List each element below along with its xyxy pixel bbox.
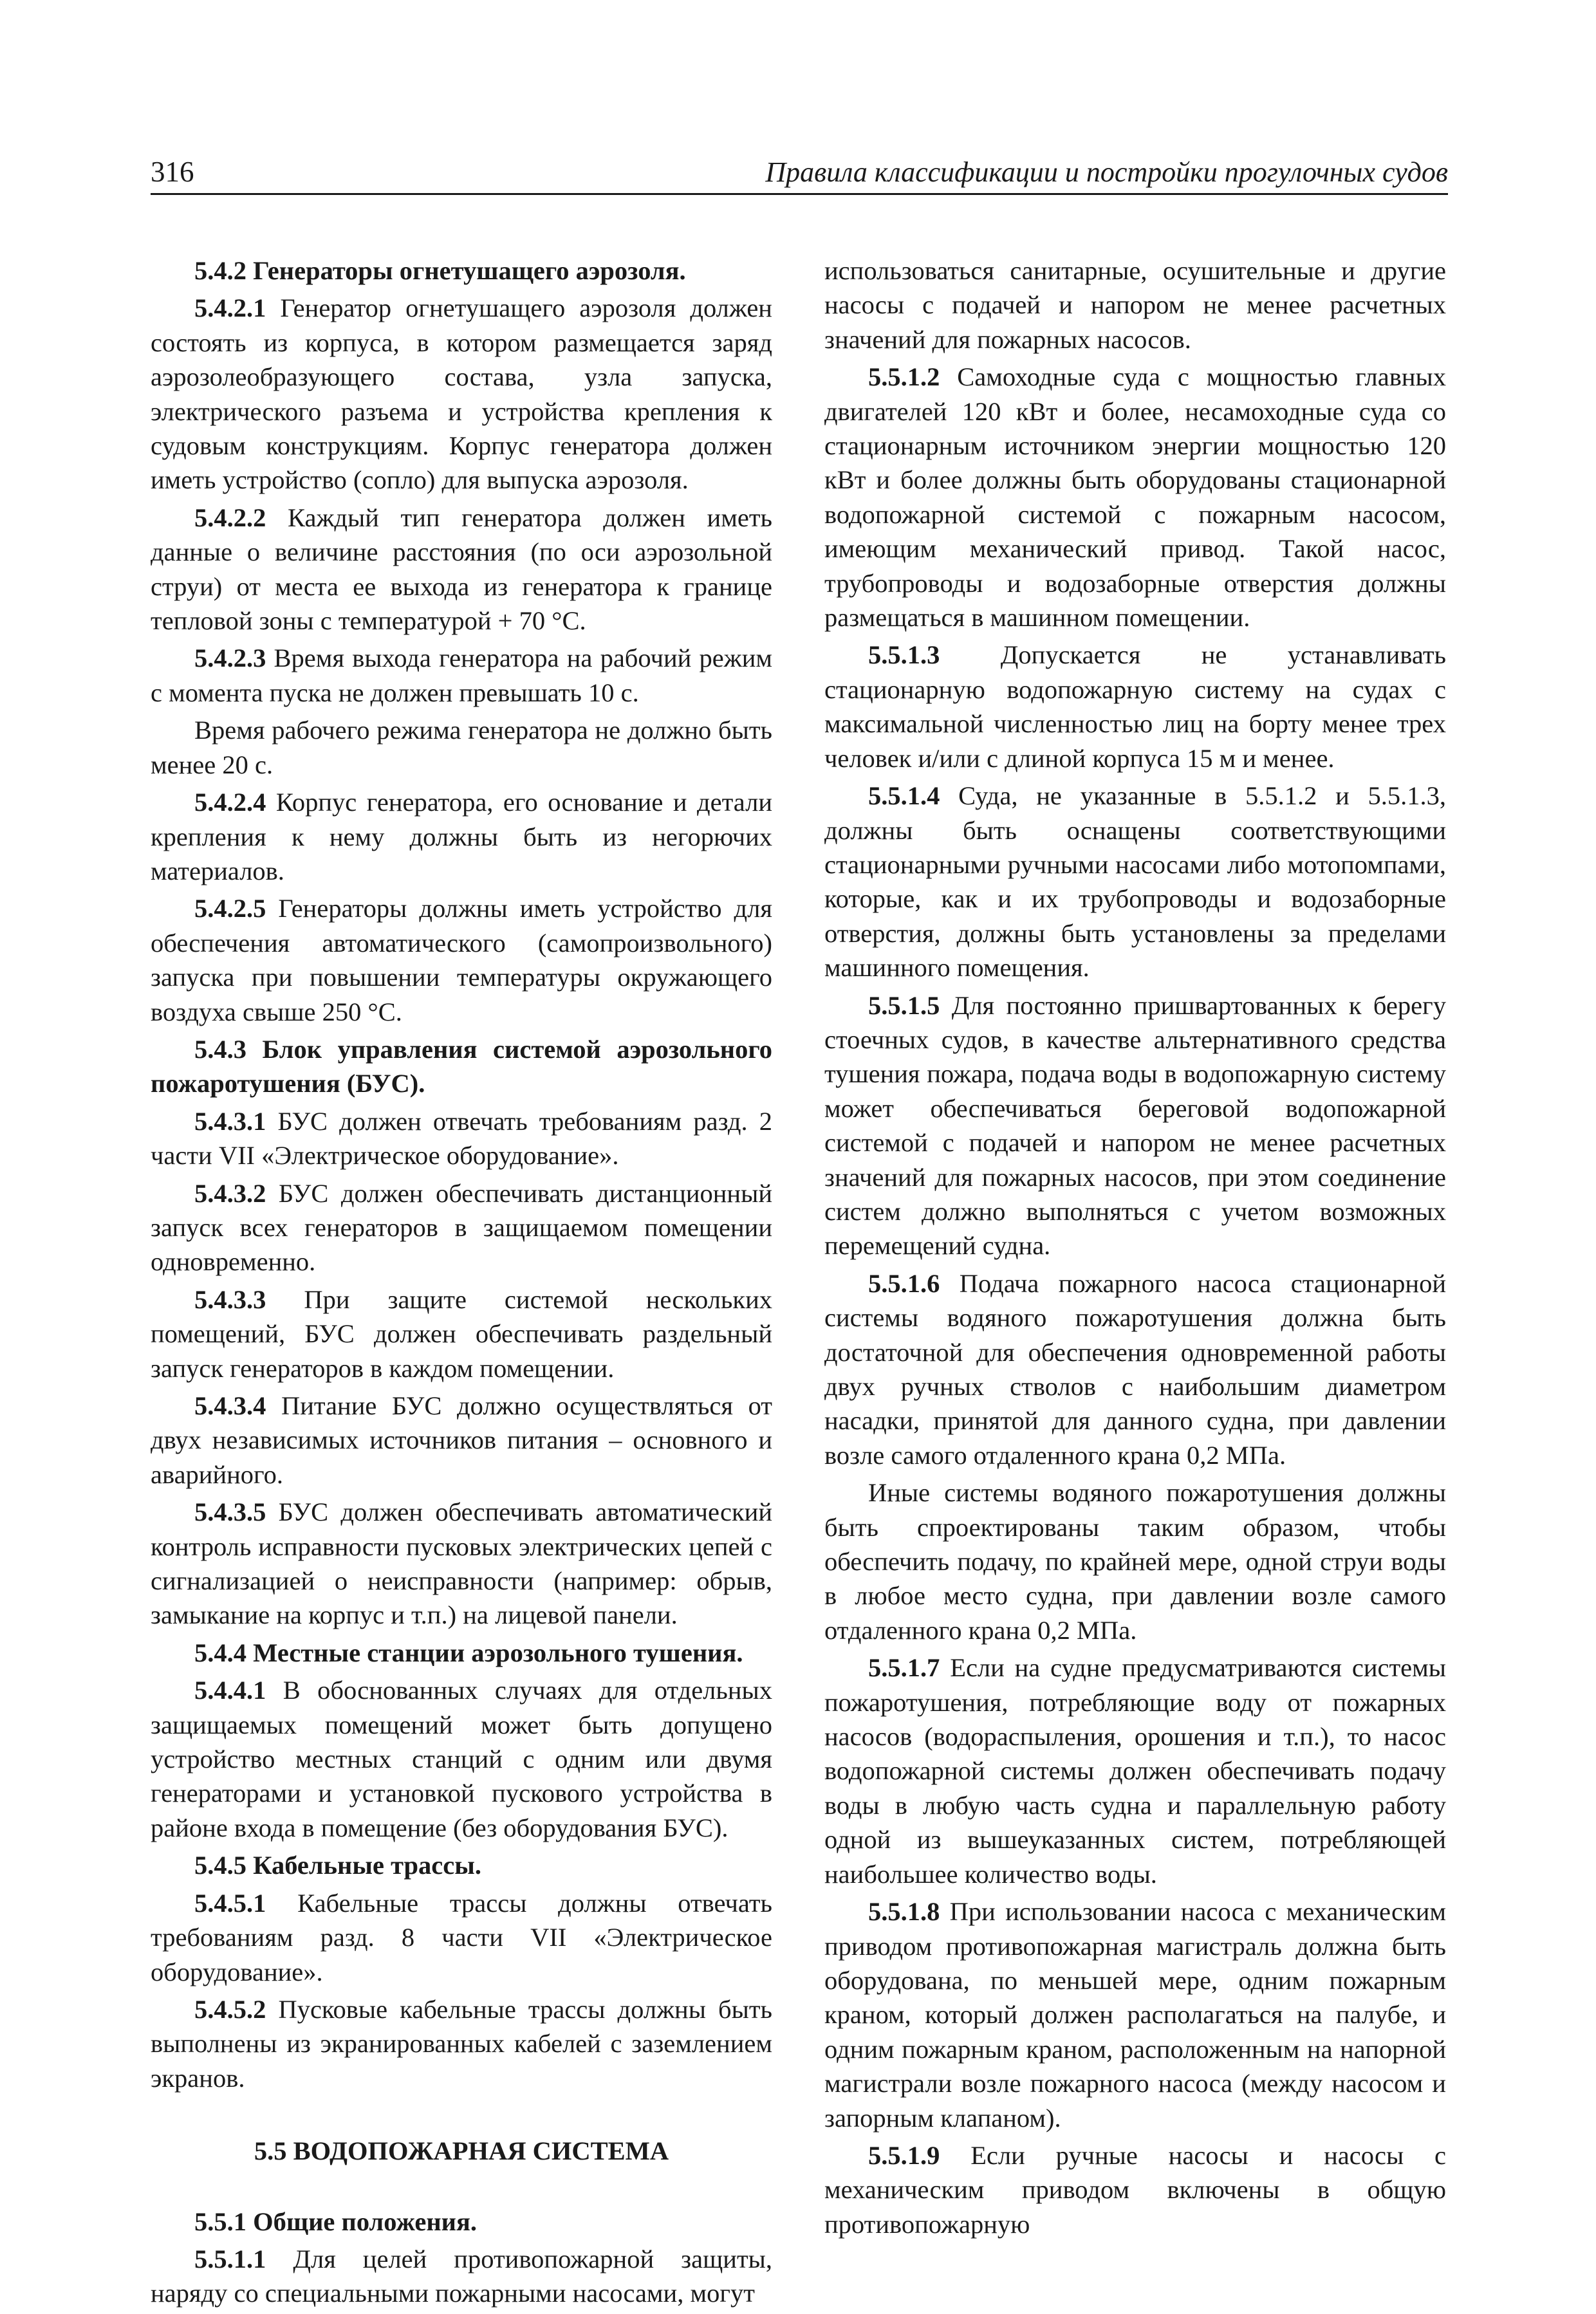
paragraph-text: Кабельные трассы должны отвечать требованиям разд. 8 части VII «Электрическое оборудование». bbox=[151, 1888, 772, 1986]
paragraph-number: 5.4.4.1 bbox=[194, 1676, 266, 1705]
paragraph-5-5-1-2 bbox=[824, 360, 1446, 634]
paragraph-5-5-1-1 bbox=[151, 2242, 772, 2311]
paragraph-number: 5.4.5.1 bbox=[194, 1888, 266, 1918]
paragraph-5-4-2-2 bbox=[151, 501, 772, 638]
paragraph-number: 5.4.3.3 bbox=[194, 1284, 266, 1314]
paragraph-5-4-2-1 bbox=[151, 291, 772, 497]
paragraph-number: 5.4.2.3 bbox=[194, 643, 266, 673]
paragraph-text: БУС должен обеспечивать дистанционный запуск всех генераторов в защищаемом помещении одновременно. bbox=[151, 1178, 772, 1277]
heading-5-4-4: 5.4.4 Местные станции аэрозольного тушения. bbox=[194, 1638, 743, 1667]
paragraph-number: 5.5.1.1 bbox=[194, 2244, 266, 2273]
paragraph-number: 5.5.1.8 bbox=[868, 1897, 940, 1927]
paragraph-text: Питание БУС должно осуществляться от двух независимых источников питания – основного и аварийного. bbox=[151, 1391, 772, 1489]
paragraph-number: 5.4.2.2 bbox=[194, 503, 266, 532]
paragraph-number: 5.4.2.4 bbox=[194, 788, 266, 817]
paragraph-5-4-3-4 bbox=[151, 1389, 772, 1492]
paragraph-5-5-1-9 bbox=[824, 2138, 1446, 2241]
paragraph-5-5-1-7 bbox=[824, 1651, 1446, 1891]
page-number: 316 bbox=[151, 156, 194, 188]
paragraph-continued: использоваться санитарные, осушительные и другие насосы с подачей и напором не менее расчетных значений для пожарных насосов. bbox=[824, 256, 1446, 354]
paragraph-number: 5.4.2.5 bbox=[194, 894, 266, 923]
paragraph-text: Допускается не устанавливать стационарную водопожарную систему на судах с максимальной численностью лиц на борту менее трех человек и/или с длиной корпуса 15 м и менее. bbox=[824, 640, 1446, 773]
running-header bbox=[151, 147, 1448, 195]
paragraph-text: Корпус генератора, его основание и детали крепления к нему должны быть из негорючих материалов. bbox=[151, 788, 772, 885]
paragraph-number: 5.5.1.7 bbox=[868, 1653, 940, 1683]
paragraph-text: В обоснованных случаях для отдельных защищаемых помещений может быть допущено устройство местных станций с одним или двумя генераторами и установкой пускового устройства в районе входа в помещение (без оборудования БУС). bbox=[151, 1676, 772, 1842]
paragraph-5-4-3-5 bbox=[151, 1495, 772, 1633]
paragraph-number: 5.5.1.3 bbox=[868, 640, 940, 670]
paragraph-number: 5.5.1.5 bbox=[868, 990, 940, 1020]
paragraph-5-5-1-8 bbox=[824, 1894, 1446, 2135]
paragraph-5-4-3-1 bbox=[151, 1104, 772, 1173]
paragraph-number: 5.5.1.6 bbox=[868, 1268, 940, 1298]
left-column bbox=[151, 254, 772, 2314]
paragraph-text: Каждый тип генератора должен иметь данные о величине расстояния (по оси аэрозольной струи) от места ее выхода из генератора к границе тепловой зоны с температурой + 70 °С. bbox=[151, 503, 772, 636]
paragraph-5-5-1-6-continued: Иные системы водяного пожаротушения должны быть спроектированы таким образом, чтобы обеспечить подачу, по крайней мере, одной струи воды в любое место судна, при давлении возле самого отдаленного крана 0,2 МПа. bbox=[824, 1478, 1446, 1645]
paragraph-text: При защите системой нескольких помещений, БУС должен обеспечивать раздельный запуск генераторов в каждом помещении. bbox=[151, 1284, 772, 1383]
paragraph-number: 5.4.2.1 bbox=[194, 293, 266, 323]
paragraph-5-4-5-2 bbox=[151, 1992, 772, 2095]
right-column bbox=[824, 254, 1446, 2245]
paragraph-text: Генераторы должны иметь устройство для обеспечения автоматического (самопроизвольного) запуска при повышении температуры окружающего воздуха свыше 250 °С. bbox=[151, 894, 772, 1026]
paragraph-text: Самоходные суда с мощностью главных двигателей 120 кВт и более, несамоходные суда со стационарным источником энергии мощностью 120 кВт и более должны быть оборудованы стационарной водопожарной системой с пожарным насосом, имеющим механический привод. Такой насос, трубопроводы и водозаборные отверстия должны размещаться в машинном помещении. bbox=[824, 362, 1446, 633]
paragraph-text: Для постоянно пришвартованных к берегу стоечных судов, в качестве альтернативного средства тушения пожара, подача воды в водопожарную систему может обеспечиваться береговой водопожарной системой с подачей и напором не менее расчетных значений для пожарных насосов, при этом соединение систем должно выполняться с учетом возможных перемещений судна. bbox=[824, 990, 1446, 1261]
heading-5-4-5: 5.4.5 Кабельные трассы. bbox=[194, 1851, 481, 1880]
running-title: Правила классификации и постройки прогулочных судов bbox=[765, 156, 1448, 188]
paragraph-text: При использовании насоса с механическим приводом противопожарная магистраль должна быть оборудована, по меньшей мере, одним пожарным краном, который должен располагаться на палубе, и одним пожарным краном, расположенным на напорной магистрали возле пожарного насоса (между насосом и запорным клапаном). bbox=[824, 1897, 1446, 2133]
paragraph-text: Время выхода генератора на рабочий режим с момента пуска не должен превышать 10 с. bbox=[151, 643, 772, 707]
paragraph-text: Подача пожарного насоса стационарной системы водяного пожаротушения должна быть достаточной для обеспечения одновременной работы двух ручных стволов с наибольшим диаметром насадки, принятой для данного судна, при давлении возле самого отдаленного крана 0,2 МПа. bbox=[824, 1268, 1446, 1470]
paragraph-number: 5.4.5.2 bbox=[194, 1994, 266, 2024]
paragraph-number: 5.5.1.9 bbox=[868, 2140, 940, 2170]
paragraph-text: Генератор огнетушащего аэрозоля должен состоять из корпуса, в котором размещается заряд аэрозолеобразующего состава, узла запуска, электрического разъема и устройства крепления к судовым конструкциям. Корпус генератора должен иметь устройство (сопло) для выпуска аэрозоля. bbox=[151, 293, 772, 495]
paragraph-number: 5.5.1.4 bbox=[868, 781, 940, 811]
paragraph-number: 5.4.3.1 bbox=[194, 1106, 266, 1136]
heading-5-4-3: 5.4.3 Блок управления системой аэрозольного пожаротушения (БУС). bbox=[151, 1034, 772, 1098]
paragraph-5-5-1-4 bbox=[824, 779, 1446, 985]
paragraph-5-4-3-2 bbox=[151, 1176, 772, 1279]
paragraph-5-4-2-3-continued: Время рабочего режима генератора не должно быть менее 20 с. bbox=[151, 716, 772, 779]
paragraph-5-5-1-6 bbox=[824, 1266, 1446, 1472]
paragraph-5-4-2-5 bbox=[151, 891, 772, 1029]
paragraph-text: БУС должен обеспечивать автоматический контроль исправности пусковых электрических цепей с сигнализацией о неисправности (например: обрыв, замыкание на корпус и т.п.) на лицевой панели. bbox=[151, 1497, 772, 1630]
paragraph-text: БУС должен отвечать требованиям разд. 2 части VII «Электрическое оборудование». bbox=[151, 1106, 772, 1171]
paragraph-number: 5.4.3.4 bbox=[194, 1391, 266, 1420]
paragraph-number: 5.4.3.2 bbox=[194, 1178, 266, 1208]
paragraph-text: Пусковые кабельные трассы должны быть выполнены из экранированных кабелей с заземлением экранов. bbox=[151, 1994, 772, 2093]
heading-5-4-2: 5.4.2 Генераторы огнетушащего аэрозоля. bbox=[194, 256, 686, 285]
paragraph-text: Для целей противопожарной защиты, наряду со специальными пожарными насосами, могут bbox=[151, 2244, 772, 2308]
paragraph-5-4-2-4 bbox=[151, 785, 772, 888]
paragraph-number: 5.5.1.2 bbox=[868, 362, 940, 392]
paragraph-text: Если ручные насосы и насосы с механическим приводом включены в общую противопожарную bbox=[824, 2140, 1446, 2239]
paragraph-5-4-5-1 bbox=[151, 1886, 772, 1989]
heading-5-5-1: 5.5.1 Общие положения. bbox=[194, 2207, 478, 2236]
section-title-5-5: 5.5 ВОДОПОЖАРНАЯ СИСТЕМА bbox=[254, 2136, 669, 2166]
paragraph-5-5-1-3 bbox=[824, 638, 1446, 775]
paragraph-text: Если на судне предусматриваются системы пожаротушения, потребляющие воду от пожарных насосов (водораспыления, орошения и т.п.), то насос водопожарной системы должен обеспечивать подачу воды в любую часть судна и параллельную работу одной из вышеуказанных систем, потребляющей наибольшее количество воды. bbox=[824, 1653, 1446, 1889]
paragraph-5-4-3-3 bbox=[151, 1282, 772, 1385]
paragraph-5-4-4-1 bbox=[151, 1673, 772, 1845]
paragraph-number: 5.4.3.5 bbox=[194, 1497, 266, 1527]
paragraph-5-5-1-5 bbox=[824, 988, 1446, 1263]
paragraph-5-4-2-3 bbox=[151, 641, 772, 710]
paragraph-text: Суда, не указанные в 5.5.1.2 и 5.5.1.3, должны быть оснащены соответствующими стационарными ручными насосами либо мотопомпами, которые, как и их трубопроводы и водозаборные отверстия, должны быть установлены за пределами машинного помещения. bbox=[824, 781, 1446, 983]
